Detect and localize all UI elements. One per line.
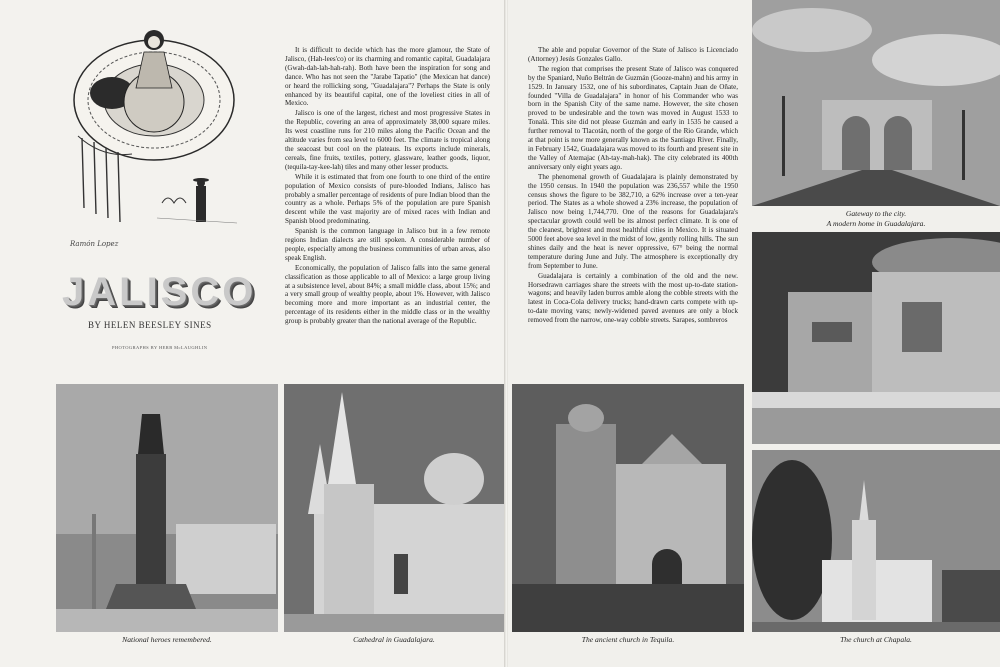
caption-chapala: The church at Chapala. — [840, 635, 912, 644]
article-title: JALISCO — [62, 270, 257, 314]
paragraph: The phenomenal growth of Guadalajara is plainly demonstrated by the 1950 census. In 1940 the population was 236,557 while the 1950 census shows the figure to be 382,710, a 62% increase over a ten-year period. The States as a whole showed a 23% increase, the population of Jalisco now being 1,744,770. One of the reasons for Guadalajara's spectacular growth could well be its almost perfect climate. It is one of the cleanest, brightest and most healthful cities in Mexico. It is situated 5000 feet above sea level in the midst of low, gently rolling hills. The sun shines daily and the heat is never oppressive, 67° being the normal temperature during June and July. The atmosphere is exceptionally dry from September to June. — [528, 172, 738, 270]
caption-cathedral: Cathedral in Guadalajara. — [353, 635, 435, 644]
modern-home-photo — [752, 232, 1000, 444]
illustration-signature: Ramón Lopez — [70, 240, 119, 248]
tequila-church-photo — [512, 384, 744, 632]
paragraph: Guadalajara is certainly a combination of the old and the new. Horsedrawn carriages share the streets with the most up-to-date station-wagons; and heavily laden burros amble along the cobble streets with the latest in Coca-Cola delivery trucks; hand-drawn carts compete with up-to-date moving vans; newly-widened paved avenues are only a block removed from the narrow, one-way cobble streets. Sarapes, sombreros — [528, 271, 738, 325]
caption-heroes: National heroes remembered. — [122, 635, 212, 644]
caption-tequila: The ancient church in Tequila. — [581, 635, 675, 644]
heroes-monument-photo — [56, 384, 278, 632]
caption-modern-home: A modern home in Guadalajara. — [826, 219, 926, 228]
caption-gateway: Gateway to the city. — [845, 209, 907, 218]
right-text-column — [528, 46, 738, 356]
dancer-illustration — [62, 18, 262, 250]
right-page — [508, 0, 1000, 667]
paragraph: While it is estimated that from one fourth to one third of the entire population of Mexico consists of pure-blooded Indians, Jalisco has probably a smaller percentage of residents of pure Indian blood than the country as a whole. Perhaps 5% of the population are pure Spanish descent while the vast majority are of mixed races with Indian and Spanish blood predominating. — [285, 172, 490, 226]
chapala-church-photo — [752, 450, 1000, 632]
paragraph: The able and popular Governor of the State of Jalisco is Licenciado (Attorney) Jesús Gonzales Gallo. — [528, 46, 738, 63]
gateway-photo — [752, 0, 1000, 206]
photo-credit: PHOTOGRAPHS BY HERB McLAUGHLIN — [112, 345, 208, 350]
paragraph: Jalisco is one of the largest, richest and most progressive States in the Republic, covering an area of approximately 38,000 square miles. Its west coastline runs for 210 miles along the Pacific Ocean and the altitude varies from sea level to 6000 feet. The climate is tropical along the seacoast but cool on the plateaus. Its exports include minerals, cereals, fine fruits, textiles, pottery, glassware, leather goods, liquor, (tequila-tay-kee-lah) tiles and many other lesser products. — [285, 109, 490, 171]
article-byline: BY HELEN BEESLEY SINES — [88, 320, 212, 330]
paragraph: The region that comprises the present State of Jalisco was conquered by the Spaniard, Nuño Beltrán de Guzmán (Gooze-mahn) and his army in 1529. In January 1532, one of his subordinates, Captain Juan de Oñate, founded "Villa de Guadalajara" in honor of his Commander who was born in the Spanish City of the same name. However, the site chosen proved to be undesirable and the town was moved in August 1533 to Tonalá. This site did not please Guzmán and early in 1535 he caused a further removal to Tlacotán, north of the gorge of the Rio Grande, which at that point is now more generally known as the Santiago River. Finally, in February 1542, Guadalajara was moved to its fourth and present site in the Valley of Atemajac (Ah-tay-mah-hak). The city celebrated its 400th anniversary only eight years ago. — [528, 64, 738, 171]
left-text-column — [285, 46, 490, 356]
paragraph: Economically, the population of Jalisco falls into the same general classification as those applicable to all of Mexico: a large group living at a subsistence level, about 84%; a small middle class, about 15%; and a very small group of wealthy people, about 1%. However, with Jalisco becoming more and more important as an industrial center, the percentage of its residents either in the middle class or in the wealthy group is probably greater than the national average of the Republic. — [285, 263, 490, 326]
paragraph: It is difficult to decide which has the more glamour, the State of Jalisco, (Hah-lees'co) or its charming and romantic capital, Guadalajara (Gwah-dah-lah-hah-rah). Both have been the inspiration for song and dance. Who has not seen the "Jarabe Tapatio" (the Mexican hat dance) or heard the rollicking song, "Guadalajara"? Perhaps the State is only enhanced by its beautiful capital, one of the loveliest cities in all of Mexico. — [285, 46, 490, 108]
paragraph: Spanish is the common language in Jalisco but in a few remote regions Indian dialects are still spoken. A considerable number of people, especially among the business communities of urban areas, also speak English. — [285, 227, 490, 262]
cathedral-photo — [284, 384, 504, 632]
